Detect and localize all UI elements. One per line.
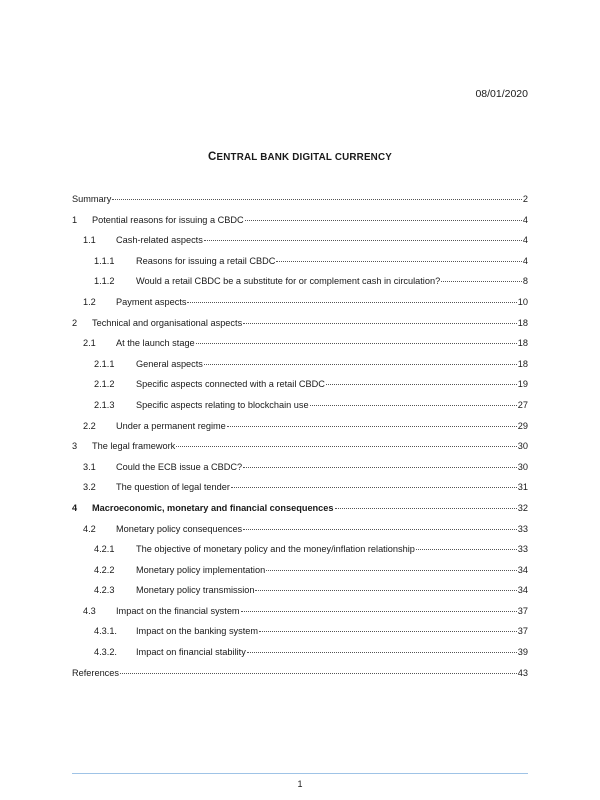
- toc-entry-label: Could the ECB issue a CBDC?: [116, 461, 243, 472]
- toc-entry[interactable]: [72, 668, 528, 689]
- toc-dot-leader: [335, 508, 517, 509]
- toc-entry-number: 4.2.2: [94, 564, 115, 575]
- table-of-contents: [72, 194, 528, 688]
- toc-entry-label: The legal framework: [92, 441, 176, 452]
- toc-entry-page: 2: [522, 194, 528, 204]
- toc-entry-page: 33: [517, 523, 528, 534]
- toc-entry-number: 4.2: [83, 523, 96, 534]
- toc-entry[interactable]: [72, 503, 528, 524]
- toc-entry-number: 1.2: [83, 296, 96, 307]
- toc-entry-label: Summary: [72, 194, 112, 204]
- toc-dot-leader: [243, 467, 517, 468]
- toc-entry-page: 31: [517, 482, 528, 493]
- toc-entry-label: Under a permanent regime: [116, 420, 226, 431]
- toc-entry-page: 8: [522, 276, 528, 287]
- toc-entry-label: Reasons for issuing a retail CBDC: [136, 255, 276, 266]
- toc-dot-leader: [187, 302, 516, 303]
- toc-entry-label: Technical and organisational aspects: [92, 317, 243, 328]
- footer-divider: [72, 773, 528, 774]
- toc-dot-leader: [176, 446, 517, 447]
- toc-entry-label: Impact on the banking system: [136, 626, 259, 637]
- toc-entry[interactable]: [72, 565, 528, 586]
- toc-entry-number: 3: [72, 441, 78, 452]
- toc-entry[interactable]: [72, 524, 528, 545]
- toc-entry-page: 18: [517, 358, 528, 369]
- toc-entry-page: 39: [517, 647, 528, 658]
- toc-entry-page: 29: [517, 420, 528, 431]
- toc-entry-number: 4.2.1: [94, 544, 115, 555]
- toc-dot-leader: [204, 240, 522, 241]
- toc-entry-label: Monetary policy consequences: [116, 523, 243, 534]
- title-initial: C: [208, 151, 217, 163]
- toc-entry-label: Specific aspects connected with a retail CBDC: [136, 379, 325, 390]
- toc-entry[interactable]: [72, 400, 528, 421]
- toc-entry-label: At the launch stage: [116, 338, 195, 349]
- toc-entry[interactable]: [72, 256, 528, 277]
- toc-dot-leader: [231, 487, 517, 488]
- toc-entry[interactable]: [72, 379, 528, 400]
- toc-entry-label: Cash-related aspects: [116, 235, 203, 246]
- toc-entry-number: 3.2: [83, 482, 96, 493]
- toc-dot-leader: [247, 652, 517, 653]
- toc-entry[interactable]: [72, 606, 528, 627]
- toc-entry[interactable]: [72, 585, 528, 606]
- toc-entry-number: 1.1.1: [94, 255, 115, 266]
- toc-entry-page: 30: [517, 441, 528, 452]
- toc-entry-number: 4.3.1.: [94, 626, 117, 637]
- document-title: [0, 151, 600, 163]
- toc-dot-leader: [120, 673, 517, 674]
- toc-entry[interactable]: [72, 544, 528, 565]
- toc-entry-label: References: [72, 667, 119, 678]
- toc-entry-label: Monetary policy transmission: [136, 585, 255, 596]
- toc-dot-leader: [416, 549, 517, 550]
- toc-entry[interactable]: [72, 626, 528, 647]
- toc-entry[interactable]: [72, 215, 528, 236]
- toc-dot-leader: [259, 631, 517, 632]
- toc-entry-page: 37: [517, 605, 528, 616]
- toc-entry[interactable]: [72, 647, 528, 668]
- toc-entry-number: 2.1.2: [94, 379, 115, 390]
- toc-dot-leader: [243, 529, 517, 530]
- toc-dot-leader: [310, 405, 517, 406]
- toc-entry-number: 4.3: [83, 605, 96, 616]
- toc-entry[interactable]: [72, 462, 528, 483]
- toc-dot-leader: [255, 590, 516, 591]
- toc-entry-label: Impact on financial stability: [136, 647, 246, 658]
- toc-dot-leader: [276, 261, 521, 262]
- toc-entry-number: 1: [72, 214, 78, 225]
- toc-entry[interactable]: [72, 297, 528, 318]
- toc-entry-number: 4.2.3: [94, 585, 115, 596]
- toc-entry-number: 2.1.3: [94, 399, 115, 410]
- toc-entry[interactable]: [72, 421, 528, 442]
- toc-entry-label: The objective of monetary policy and the money/inflation relationship: [136, 544, 415, 555]
- toc-entry[interactable]: [72, 235, 528, 256]
- toc-dot-leader: [243, 323, 517, 324]
- toc-entry-page: 18: [517, 338, 528, 349]
- toc-entry[interactable]: [72, 194, 528, 215]
- toc-entry-label: Specific aspects relating to blockchain use: [136, 399, 309, 410]
- toc-entry-label: Monetary policy implementation: [136, 564, 266, 575]
- toc-dot-leader: [326, 384, 517, 385]
- toc-entry-page: 10: [517, 296, 528, 307]
- title-rest: ENTRAL BANK DIGITAL CURRENCY: [216, 152, 392, 163]
- toc-entry-page: 19: [517, 379, 528, 390]
- toc-entry-label: Would a retail CBDC be a substitute for or complement cash in circulation?: [136, 276, 441, 287]
- toc-entry-label: General aspects: [136, 358, 203, 369]
- toc-entry[interactable]: [72, 359, 528, 380]
- toc-entry-page: 30: [517, 461, 528, 472]
- toc-entry-page: 33: [517, 544, 528, 555]
- toc-entry-page: 34: [517, 564, 528, 575]
- toc-entry[interactable]: [72, 318, 528, 339]
- toc-entry[interactable]: [72, 338, 528, 359]
- toc-entry-label: Macroeconomic, monetary and financial consequences: [92, 502, 334, 513]
- document-date: 08/01/2020: [475, 88, 528, 100]
- toc-entry[interactable]: [72, 276, 528, 297]
- toc-dot-leader: [441, 281, 522, 282]
- toc-entry-number: 4: [72, 502, 78, 513]
- toc-entry-page: 4: [522, 214, 528, 225]
- toc-dot-leader: [227, 426, 517, 427]
- toc-entry-number: 1.1: [83, 235, 96, 246]
- toc-dot-leader: [241, 611, 517, 612]
- toc-entry-number: 2.1: [83, 338, 96, 349]
- toc-entry-page: 4: [522, 235, 528, 246]
- toc-entry-number: 2.1.1: [94, 358, 115, 369]
- toc-entry-label: Impact on the financial system: [116, 605, 240, 616]
- toc-entry-page: 34: [517, 585, 528, 596]
- toc-entry-number: 2: [72, 317, 78, 328]
- toc-entry-label: Payment aspects: [116, 296, 187, 307]
- toc-entry-number: 4.3.2.: [94, 647, 117, 658]
- toc-entry-number: 2.2: [83, 420, 96, 431]
- toc-entry-page: 43: [517, 667, 528, 678]
- toc-entry-page: 27: [517, 399, 528, 410]
- toc-dot-leader: [204, 364, 517, 365]
- toc-dot-leader: [266, 570, 517, 571]
- toc-entry-page: 32: [517, 502, 528, 513]
- toc-entry-number: 1.1.2: [94, 276, 115, 287]
- toc-entry-page: 37: [517, 626, 528, 637]
- toc-dot-leader: [245, 220, 522, 221]
- toc-entry-number: 3.1: [83, 461, 96, 472]
- toc-entry-page: 18: [517, 317, 528, 328]
- toc-entry[interactable]: [72, 441, 528, 462]
- toc-entry-page: 4: [522, 255, 528, 266]
- toc-entry[interactable]: [72, 482, 528, 503]
- toc-dot-leader: [196, 343, 517, 344]
- toc-entry-label: The question of legal tender: [116, 482, 230, 493]
- toc-dot-leader: [112, 199, 522, 200]
- toc-entry-label: Potential reasons for issuing a CBDC: [92, 214, 244, 225]
- page-number: 1: [297, 779, 303, 789]
